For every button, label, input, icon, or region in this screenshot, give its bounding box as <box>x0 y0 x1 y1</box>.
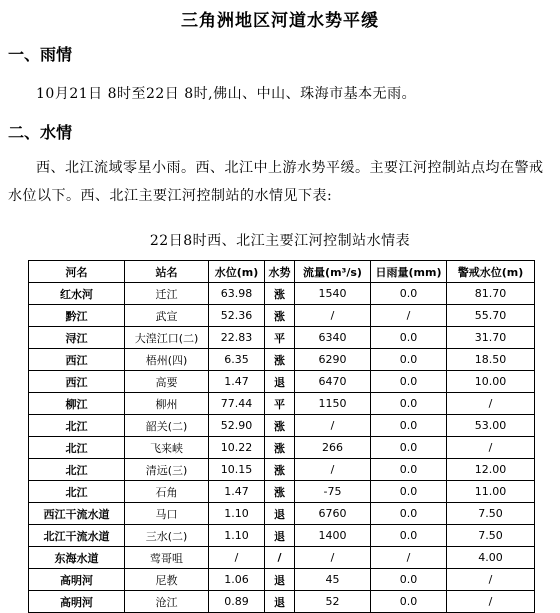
cell-warning-level: 18.50 <box>447 349 535 371</box>
cell-trend: 涨 <box>265 349 295 371</box>
cell-flow: 1540 <box>295 283 371 305</box>
cell-water-level: 1.10 <box>209 525 265 547</box>
cell-rainfall: 0.0 <box>371 415 447 437</box>
cell-station: 柳州 <box>125 393 209 415</box>
cell-station: 韶关(二) <box>125 415 209 437</box>
cell-river: 黔江 <box>29 305 125 327</box>
cell-flow: 6760 <box>295 503 371 525</box>
cell-flow: / <box>295 305 371 327</box>
table-row <box>29 569 535 591</box>
cell-river: 北江 <box>29 481 125 503</box>
cell-rainfall: 0.0 <box>371 283 447 305</box>
table-row <box>29 371 535 393</box>
cell-trend: 退 <box>265 525 295 547</box>
cell-warning-level: 4.00 <box>447 547 535 569</box>
cell-warning-level: / <box>447 437 535 459</box>
cell-warning-level: / <box>447 591 535 613</box>
cell-warning-level: / <box>447 393 535 415</box>
cell-river: 北江 <box>29 459 125 481</box>
cell-water-level: 52.36 <box>209 305 265 327</box>
cell-water-level: 77.44 <box>209 393 265 415</box>
section-heading-water: 二、水情 <box>8 123 73 142</box>
header-water-level: 水位(m) <box>209 261 265 283</box>
cell-river: 西江 <box>29 371 125 393</box>
cell-station: 沧江 <box>125 591 209 613</box>
table-row <box>29 591 535 613</box>
cell-station: 石角 <box>125 481 209 503</box>
cell-warning-level: 55.70 <box>447 305 535 327</box>
cell-warning-level: 7.50 <box>447 503 535 525</box>
cell-river: 北江 <box>29 437 125 459</box>
cell-trend: 退 <box>265 569 295 591</box>
cell-river: 浔江 <box>29 327 125 349</box>
cell-rainfall: 0.0 <box>371 459 447 481</box>
cell-river: 北江干流水道 <box>29 525 125 547</box>
cell-rainfall: 0.0 <box>371 481 447 503</box>
cell-rainfall: 0.0 <box>371 349 447 371</box>
section-heading-rain: 一、雨情 <box>8 45 73 64</box>
table-row <box>29 437 535 459</box>
cell-warning-level: 31.70 <box>447 327 535 349</box>
cell-water-level: 0.89 <box>209 591 265 613</box>
cell-river: 东海水道 <box>29 547 125 569</box>
cell-water-level: 1.47 <box>209 481 265 503</box>
cell-water-level: 10.22 <box>209 437 265 459</box>
table-caption: 22日8时西、北江主要江河控制站水情表 <box>149 233 411 249</box>
page-title: 三角洲地区河道水势平缓 <box>181 11 379 31</box>
cell-flow: / <box>295 415 371 437</box>
cell-station: 马口 <box>125 503 209 525</box>
cell-warning-level: 53.00 <box>447 415 535 437</box>
cell-river: 西江干流水道 <box>29 503 125 525</box>
cell-warning-level: 81.70 <box>447 283 535 305</box>
cell-warning-level: 12.00 <box>447 459 535 481</box>
cell-water-level: 1.47 <box>209 371 265 393</box>
cell-flow: -75 <box>295 481 371 503</box>
table-row <box>29 283 535 305</box>
cell-water-level: 6.35 <box>209 349 265 371</box>
table-row <box>29 393 535 415</box>
cell-river: 红水河 <box>29 283 125 305</box>
cell-trend: 退 <box>265 503 295 525</box>
table-row <box>29 349 535 371</box>
cell-station: 迁江 <box>125 283 209 305</box>
header-warning-level: 警戒水位(m) <box>447 261 535 283</box>
header-trend: 水势 <box>265 261 295 283</box>
table-row <box>29 525 535 547</box>
cell-water-level: 63.98 <box>209 283 265 305</box>
table-row <box>29 415 535 437</box>
cell-river: 高明河 <box>29 591 125 613</box>
cell-warning-level: / <box>447 569 535 591</box>
cell-trend: 涨 <box>265 283 295 305</box>
table-row <box>29 327 535 349</box>
cell-water-level: 10.15 <box>209 459 265 481</box>
cell-warning-level: 11.00 <box>447 481 535 503</box>
cell-trend: 涨 <box>265 415 295 437</box>
cell-rainfall: 0.0 <box>371 591 447 613</box>
cell-rainfall: 0.0 <box>371 525 447 547</box>
cell-flow: 52 <box>295 591 371 613</box>
cell-river: 柳江 <box>29 393 125 415</box>
cell-flow: 45 <box>295 569 371 591</box>
cell-river: 西江 <box>29 349 125 371</box>
cell-flow: 6290 <box>295 349 371 371</box>
cell-flow: 1150 <box>295 393 371 415</box>
table-row <box>29 547 535 569</box>
cell-trend: 涨 <box>265 459 295 481</box>
cell-station: 莺哥咀 <box>125 547 209 569</box>
rain-paragraph: 10月21日 8时至22日 8时,佛山、中山、珠海市基本无雨。 <box>36 86 417 102</box>
cell-trend: 涨 <box>265 305 295 327</box>
water-paragraph: 西、北江流域零星小雨。西、北江中上游水势平缓。主要江河控制站点均在警戒水位以下。西、北江主要江河控制站的水情见下表: <box>8 160 544 204</box>
cell-water-level: / <box>209 547 265 569</box>
cell-trend: 退 <box>265 371 295 393</box>
cell-rainfall: 0.0 <box>371 503 447 525</box>
cell-station: 清远(三) <box>125 459 209 481</box>
cell-rainfall: 0.0 <box>371 437 447 459</box>
cell-rainfall: 0.0 <box>371 569 447 591</box>
table-row <box>29 503 535 525</box>
cell-trend: 平 <box>265 393 295 415</box>
cell-water-level: 52.90 <box>209 415 265 437</box>
cell-river: 高明河 <box>29 569 125 591</box>
cell-rainfall: / <box>371 305 447 327</box>
cell-flow: 6470 <box>295 371 371 393</box>
cell-trend: / <box>265 547 295 569</box>
cell-station: 尼教 <box>125 569 209 591</box>
cell-station: 大湟江口(二) <box>125 327 209 349</box>
cell-rainfall: 0.0 <box>371 327 447 349</box>
table-header-row <box>29 261 535 283</box>
cell-trend: 涨 <box>265 437 295 459</box>
cell-flow: / <box>295 459 371 481</box>
table-row <box>29 459 535 481</box>
cell-warning-level: 7.50 <box>447 525 535 547</box>
header-flow: 流量(m³/s) <box>295 261 371 283</box>
cell-station: 飞来峡 <box>125 437 209 459</box>
cell-trend: 涨 <box>265 481 295 503</box>
cell-rainfall: 0.0 <box>371 393 447 415</box>
cell-water-level: 1.10 <box>209 503 265 525</box>
cell-station: 高要 <box>125 371 209 393</box>
water-status-table <box>28 260 535 613</box>
cell-rainfall: / <box>371 547 447 569</box>
cell-flow: 266 <box>295 437 371 459</box>
table-row <box>29 305 535 327</box>
cell-station: 武宣 <box>125 305 209 327</box>
cell-river: 北江 <box>29 415 125 437</box>
cell-flow: 1400 <box>295 525 371 547</box>
cell-water-level: 1.06 <box>209 569 265 591</box>
header-station: 站名 <box>125 261 209 283</box>
cell-flow: / <box>295 547 371 569</box>
cell-station: 梧州(四) <box>125 349 209 371</box>
cell-trend: 退 <box>265 591 295 613</box>
cell-rainfall: 0.0 <box>371 371 447 393</box>
cell-warning-level: 10.00 <box>447 371 535 393</box>
cell-flow: 6340 <box>295 327 371 349</box>
cell-water-level: 22.83 <box>209 327 265 349</box>
cell-station: 三水(二) <box>125 525 209 547</box>
cell-trend: 平 <box>265 327 295 349</box>
header-rainfall: 日雨量(mm) <box>371 261 447 283</box>
header-river: 河名 <box>29 261 125 283</box>
table-row <box>29 481 535 503</box>
